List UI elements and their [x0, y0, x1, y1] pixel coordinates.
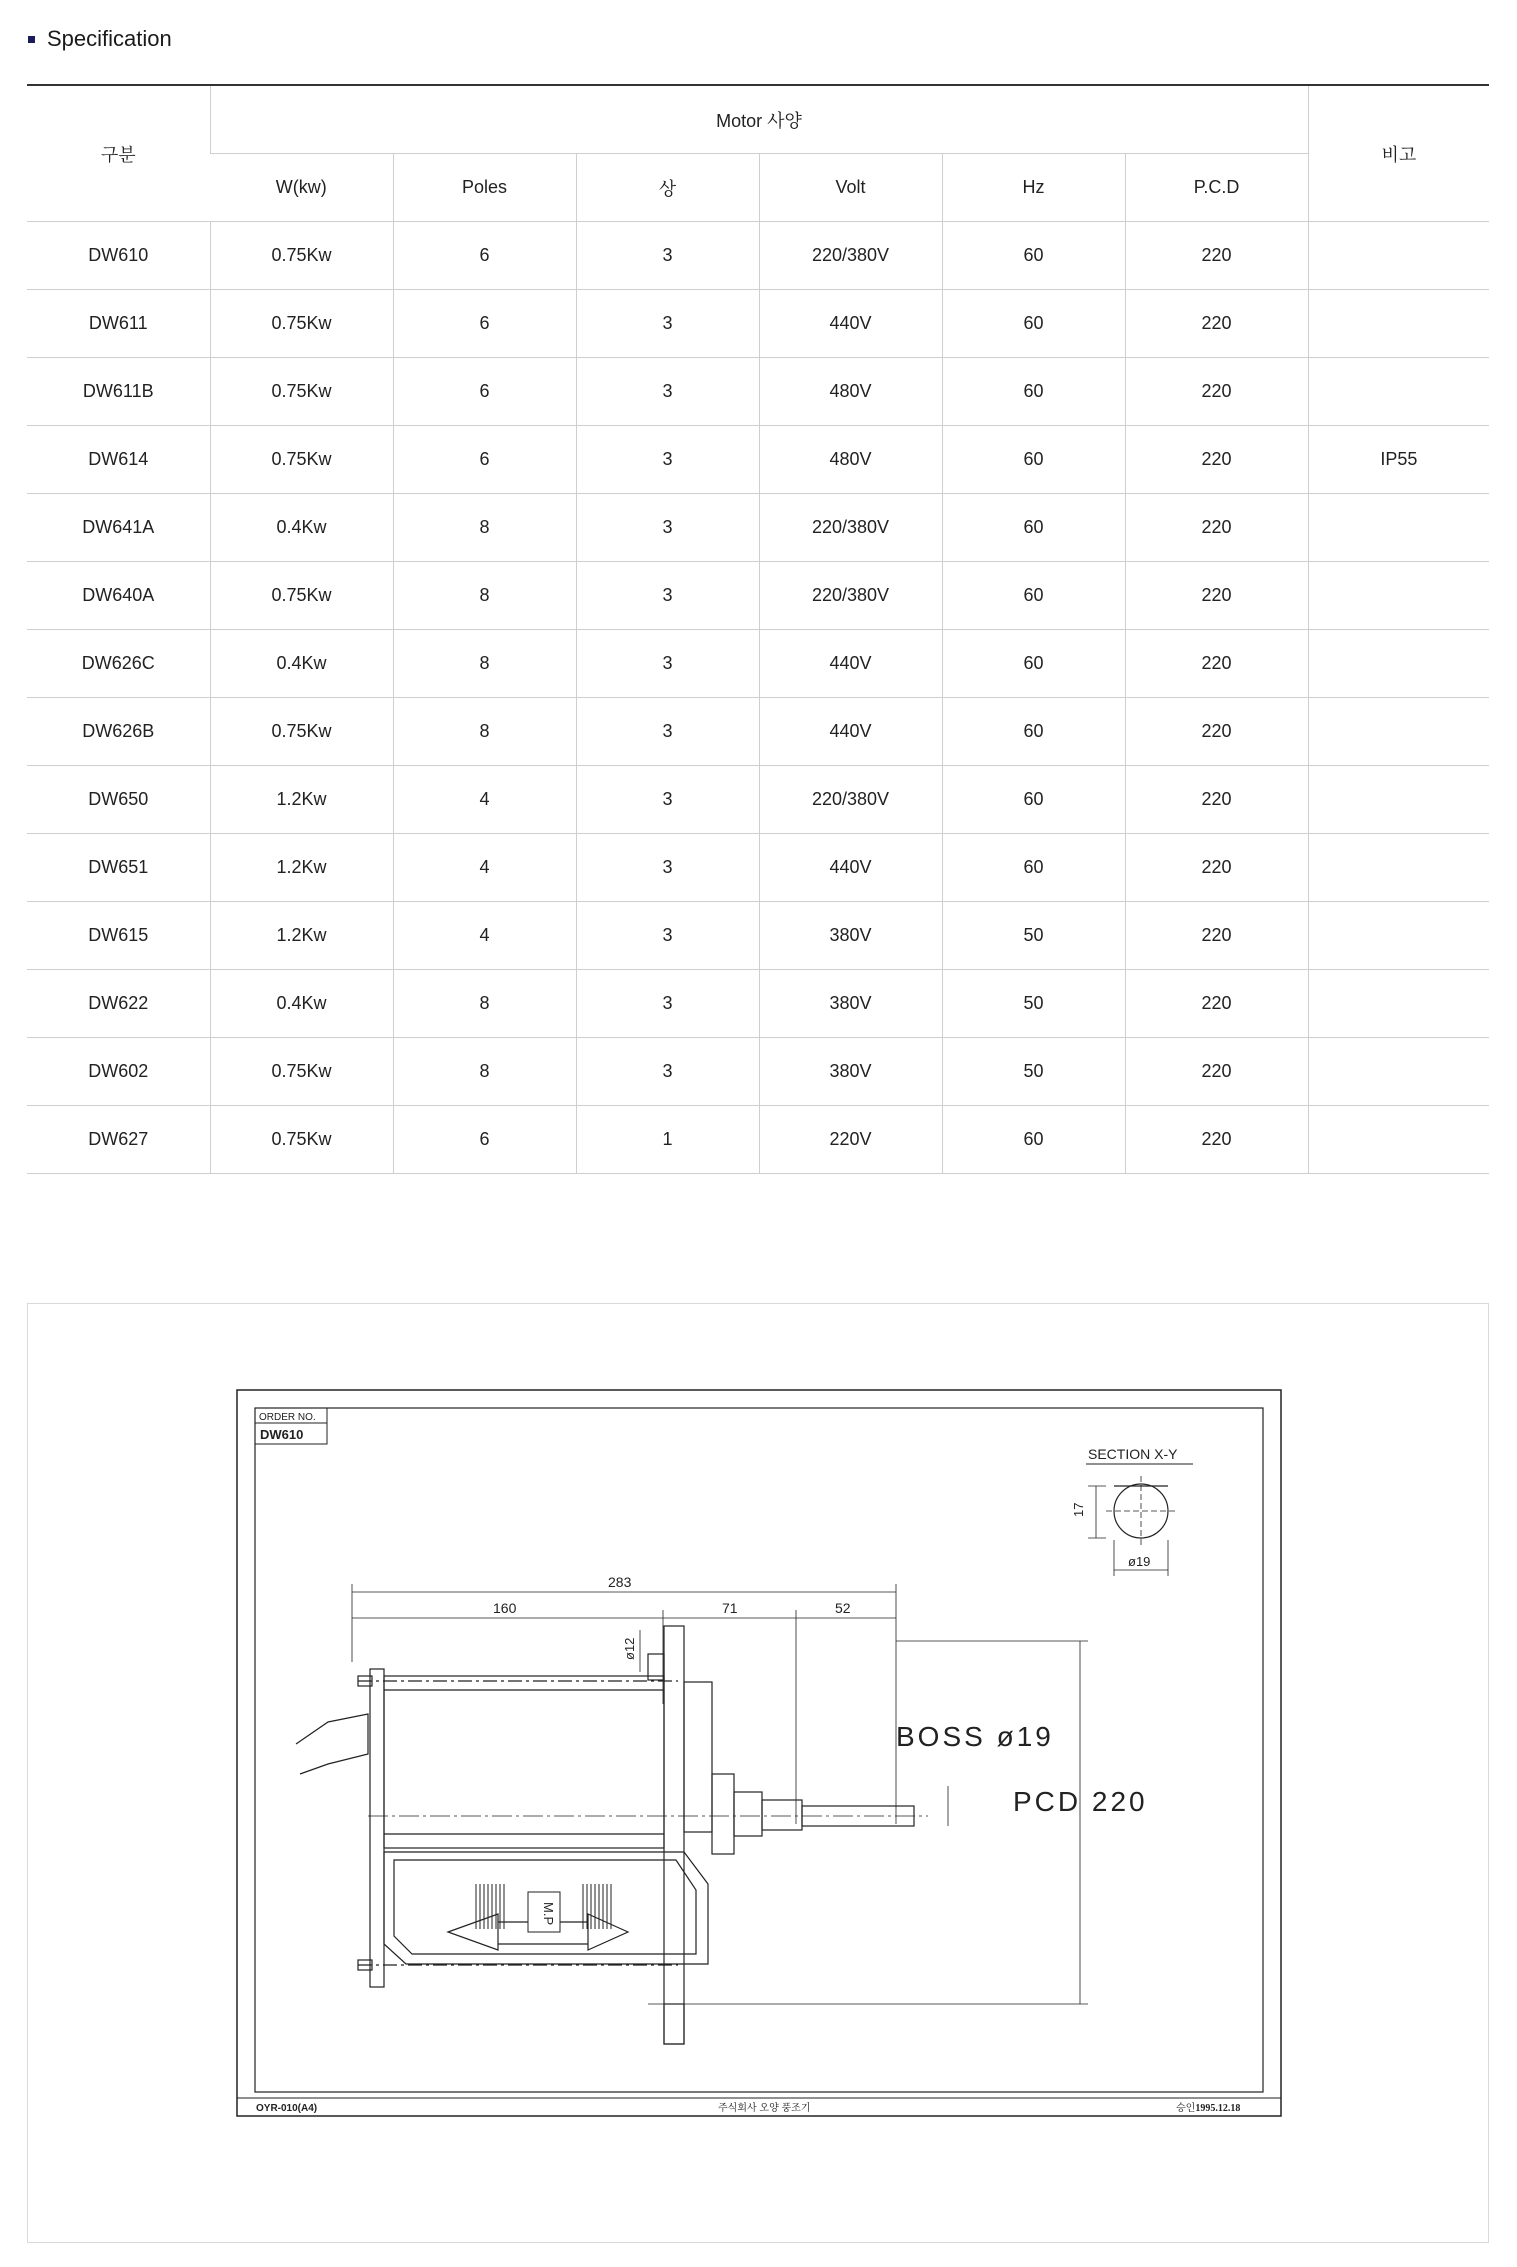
header-poles: Poles — [393, 154, 576, 222]
cell-hz: 60 — [942, 834, 1125, 902]
cell-poles: 6 — [393, 290, 576, 358]
cell-hz: 60 — [942, 494, 1125, 562]
cell-phase: 3 — [576, 970, 759, 1038]
cell-poles: 8 — [393, 494, 576, 562]
cell-pcd: 220 — [1125, 562, 1308, 630]
cell-kw: 1.2Kw — [210, 834, 393, 902]
footer-right-prefix: 승인 — [1176, 2103, 1196, 2114]
footer-left: OYR-010(A4) — [256, 2103, 318, 2114]
table-row — [27, 562, 1489, 630]
shaft-section-circle — [1114, 1484, 1168, 1538]
cell-kw: 0.75Kw — [210, 1038, 393, 1106]
cell-phase: 3 — [576, 834, 759, 902]
section-title: Specification — [47, 26, 172, 51]
cell-model: DW626B — [27, 698, 210, 766]
cell-phase: 3 — [576, 426, 759, 494]
cell-pcd: 220 — [1125, 1106, 1308, 1174]
sub-header-row — [27, 154, 1489, 222]
cell-model: DW611B — [27, 358, 210, 426]
cell-hz: 60 — [942, 562, 1125, 630]
cell-kw: 0.75Kw — [210, 426, 393, 494]
cell-kw: 1.2Kw — [210, 902, 393, 970]
cell-model: DW614 — [27, 426, 210, 494]
order-label: ORDER NO. — [259, 1412, 316, 1423]
dim-17-label: 17 — [1071, 1502, 1086, 1517]
cell-phase: 3 — [576, 222, 759, 290]
cell-phase: 1 — [576, 1106, 759, 1174]
dim-160-label: 160 — [493, 1600, 517, 1616]
table-row — [27, 222, 1489, 290]
header-volt: Volt — [759, 154, 942, 222]
cell-pcd: 220 — [1125, 698, 1308, 766]
table-row — [27, 494, 1489, 562]
cell-hz: 50 — [942, 970, 1125, 1038]
drawing-outer-frame — [237, 1390, 1281, 2116]
cell-note — [1308, 698, 1489, 766]
cell-poles: 8 — [393, 1038, 576, 1106]
cell-model: DW602 — [27, 1038, 210, 1106]
cell-pcd: 220 — [1125, 494, 1308, 562]
cell-poles: 6 — [393, 1106, 576, 1174]
table-row — [27, 426, 1489, 494]
cell-model: DW650 — [27, 766, 210, 834]
cell-kw: 0.75Kw — [210, 698, 393, 766]
cell-poles: 6 — [393, 222, 576, 290]
cell-model: DW626C — [27, 630, 210, 698]
dim-phi12-label: ø12 — [622, 1637, 637, 1660]
cell-hz: 60 — [942, 358, 1125, 426]
cell-kw: 0.75Kw — [210, 358, 393, 426]
cell-note — [1308, 222, 1489, 290]
drawing-inner-frame — [255, 1408, 1263, 2092]
cell-poles: 4 — [393, 902, 576, 970]
cell-poles: 8 — [393, 630, 576, 698]
cell-poles: 8 — [393, 698, 576, 766]
cell-model: DW651 — [27, 834, 210, 902]
cell-phase: 3 — [576, 290, 759, 358]
cell-note — [1308, 358, 1489, 426]
cell-volt: 220/380V — [759, 494, 942, 562]
cell-note: IP55 — [1308, 426, 1489, 494]
cell-model: DW615 — [27, 902, 210, 970]
cell-kw: 0.4Kw — [210, 630, 393, 698]
header-hz: Hz — [942, 154, 1125, 222]
order-value: DW610 — [260, 1427, 304, 1442]
cell-note — [1308, 1038, 1489, 1106]
cell-pcd: 220 — [1125, 766, 1308, 834]
table-row — [27, 358, 1489, 426]
cell-model: DW627 — [27, 1106, 210, 1174]
table-row — [27, 1038, 1489, 1106]
cell-poles: 8 — [393, 970, 576, 1038]
cell-pcd: 220 — [1125, 630, 1308, 698]
cell-pcd: 220 — [1125, 222, 1308, 290]
motor-body — [296, 1626, 928, 2044]
footer-right — [1176, 2101, 1240, 2114]
table-row — [27, 970, 1489, 1038]
cell-volt: 220/380V — [759, 222, 942, 290]
cell-hz: 60 — [942, 766, 1125, 834]
bullet-icon — [28, 36, 35, 43]
cell-hz: 50 — [942, 902, 1125, 970]
cell-hz: 60 — [942, 1106, 1125, 1174]
cell-volt: 440V — [759, 834, 942, 902]
cell-poles: 8 — [393, 562, 576, 630]
cell-volt: 440V — [759, 698, 942, 766]
cell-note — [1308, 562, 1489, 630]
cell-phase: 3 — [576, 1038, 759, 1106]
cell-phase: 3 — [576, 698, 759, 766]
cell-phase: 3 — [576, 766, 759, 834]
cell-phase: 3 — [576, 562, 759, 630]
table-row — [27, 630, 1489, 698]
header-bigo: 비고 — [1308, 85, 1489, 222]
cell-pcd: 220 — [1125, 358, 1308, 426]
cell-hz: 60 — [942, 290, 1125, 358]
cell-note — [1308, 970, 1489, 1038]
cell-phase: 3 — [576, 494, 759, 562]
cell-hz: 60 — [942, 698, 1125, 766]
cell-volt: 440V — [759, 630, 942, 698]
cell-note — [1308, 494, 1489, 562]
cell-volt: 380V — [759, 970, 942, 1038]
cell-note — [1308, 902, 1489, 970]
header-kw: W(kw) — [210, 154, 393, 222]
nameplate-label: M.P — [541, 1902, 556, 1926]
cell-model: DW640A — [27, 562, 210, 630]
pcd-label: PCD 220 — [1013, 1786, 1148, 1817]
motor-drawing-panel — [27, 1303, 1489, 2243]
cell-model: DW610 — [27, 222, 210, 290]
boss-label: BOSS ø19 — [896, 1721, 1054, 1752]
spec-table — [27, 84, 1489, 1174]
cell-volt: 380V — [759, 902, 942, 970]
dim-71-label: 71 — [722, 1600, 738, 1616]
cell-kw: 0.75Kw — [210, 290, 393, 358]
cell-kw: 1.2Kw — [210, 766, 393, 834]
table-row — [27, 1106, 1489, 1174]
header-phase: 상 — [576, 154, 759, 222]
cell-hz: 60 — [942, 426, 1125, 494]
cell-pcd: 220 — [1125, 290, 1308, 358]
table-row — [27, 290, 1489, 358]
cell-volt: 480V — [759, 358, 942, 426]
cell-kw: 0.75Kw — [210, 1106, 393, 1174]
table-row — [27, 834, 1489, 902]
header-motor-spec: Motor 사양 — [210, 85, 1308, 154]
table-row — [27, 766, 1489, 834]
cell-phase: 3 — [576, 902, 759, 970]
cell-model: DW641A — [27, 494, 210, 562]
cell-kw: 0.75Kw — [210, 222, 393, 290]
dim-phi19-small-label: ø19 — [1128, 1554, 1151, 1569]
motor-drawing — [28, 1304, 1488, 2242]
cell-volt: 220V — [759, 1106, 942, 1174]
section-header — [28, 24, 172, 54]
cell-pcd: 220 — [1125, 970, 1308, 1038]
cell-volt: 480V — [759, 426, 942, 494]
cell-hz: 50 — [942, 1038, 1125, 1106]
dim-52-label: 52 — [835, 1600, 851, 1616]
cell-note — [1308, 834, 1489, 902]
cell-poles: 4 — [393, 834, 576, 902]
cell-hz: 60 — [942, 222, 1125, 290]
cell-pcd: 220 — [1125, 902, 1308, 970]
cell-model: DW611 — [27, 290, 210, 358]
cell-note — [1308, 766, 1489, 834]
cell-pcd: 220 — [1125, 426, 1308, 494]
cell-model: DW622 — [27, 970, 210, 1038]
cell-pcd: 220 — [1125, 1038, 1308, 1106]
cell-poles: 6 — [393, 358, 576, 426]
footer-right-date: 1995.12.18 — [1195, 2103, 1241, 2114]
table-row — [27, 902, 1489, 970]
cell-hz: 60 — [942, 630, 1125, 698]
dim-283-label: 283 — [608, 1574, 632, 1590]
cell-volt: 220/380V — [759, 562, 942, 630]
cell-volt: 220/380V — [759, 766, 942, 834]
cell-note — [1308, 1106, 1489, 1174]
cell-volt: 440V — [759, 290, 942, 358]
cell-kw: 0.4Kw — [210, 494, 393, 562]
header-row — [27, 85, 1489, 154]
header-pcd: P.C.D — [1125, 154, 1308, 222]
cell-kw: 0.75Kw — [210, 562, 393, 630]
cell-volt: 380V — [759, 1038, 942, 1106]
cell-poles: 6 — [393, 426, 576, 494]
section-label: SECTION X-Y — [1088, 1446, 1178, 1462]
cell-poles: 4 — [393, 766, 576, 834]
cell-phase: 3 — [576, 630, 759, 698]
cell-note — [1308, 290, 1489, 358]
cell-note — [1308, 630, 1489, 698]
cell-phase: 3 — [576, 358, 759, 426]
cell-kw: 0.4Kw — [210, 970, 393, 1038]
header-gubun: 구분 — [27, 85, 210, 222]
footer-center: 주식회사 오양 풍조기 — [718, 2103, 811, 2114]
cell-pcd: 220 — [1125, 834, 1308, 902]
table-row — [27, 698, 1489, 766]
